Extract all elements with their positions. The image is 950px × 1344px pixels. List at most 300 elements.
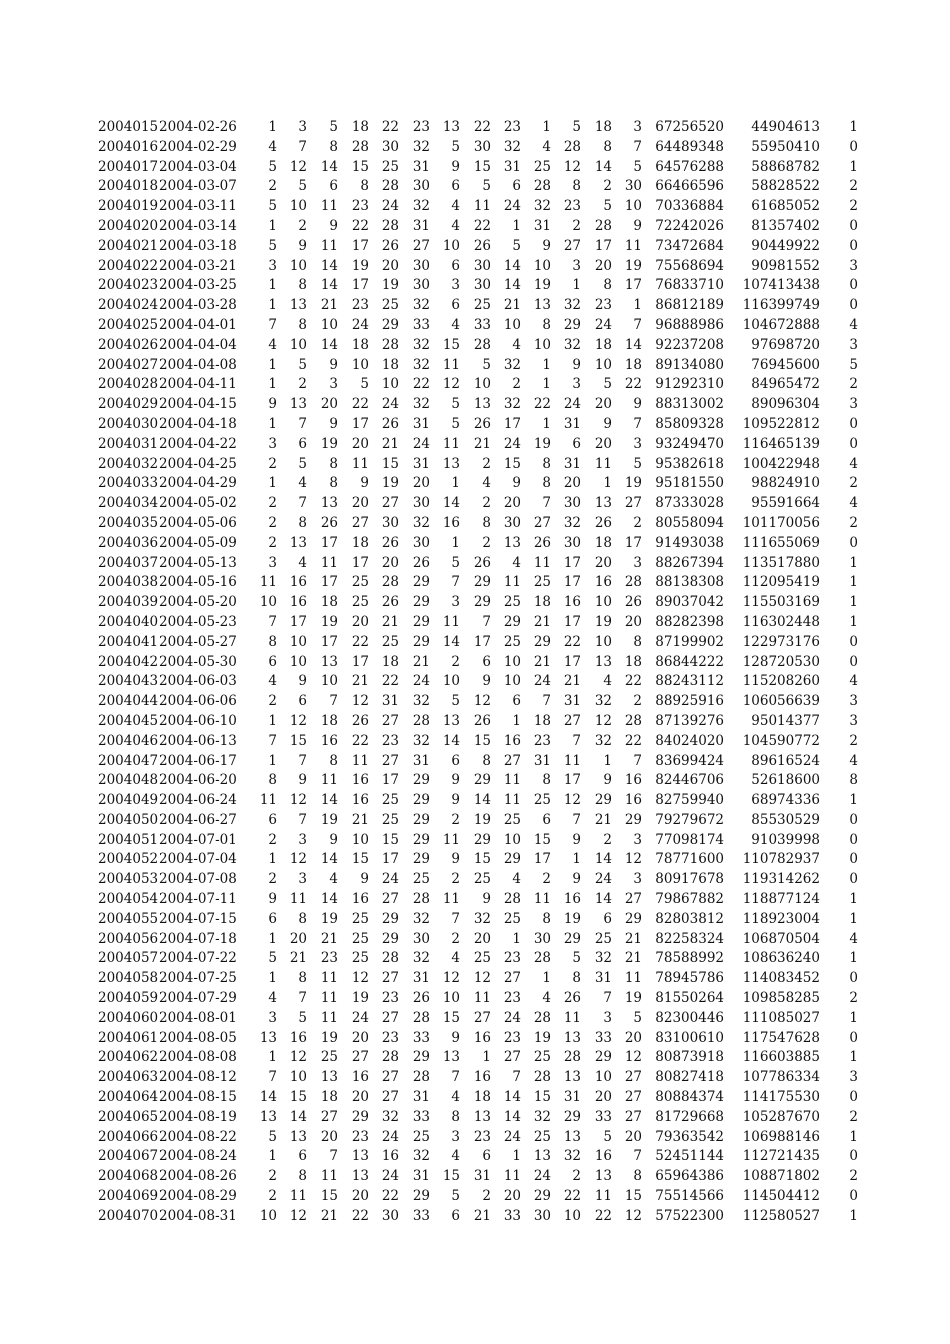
- winner-count: 1: [849, 119, 858, 135]
- number-cell: 8: [482, 514, 491, 531]
- number-cell: 12: [473, 693, 491, 710]
- sales-amount: 88267394: [655, 554, 724, 571]
- table-row: [0, 653, 950, 673]
- number-cell: 4: [451, 1089, 460, 1106]
- number-cell: 20: [351, 1188, 369, 1205]
- number-cell: 20: [503, 1188, 521, 1205]
- number-cell: 8: [542, 475, 551, 492]
- number-cell: 8: [329, 752, 338, 769]
- pool-amount: 122973176: [742, 633, 820, 650]
- issue-number: 2004037: [98, 554, 159, 571]
- number-cell: 15: [351, 851, 369, 868]
- number-cell: 20: [594, 1089, 612, 1106]
- number-cell: 27: [624, 1108, 642, 1125]
- number-cell: 11: [594, 1188, 612, 1205]
- number-cell: 7: [633, 1148, 642, 1165]
- number-cell: 25: [503, 910, 521, 927]
- number-cell: 27: [381, 891, 399, 908]
- number-cell: 9: [451, 772, 460, 789]
- draw-date: 2004-06-06: [159, 693, 237, 710]
- number-cell: 26: [381, 534, 399, 551]
- number-cell: 25: [533, 792, 551, 809]
- table-row: [0, 494, 950, 514]
- number-cell: 7: [298, 138, 307, 155]
- number-cell: 24: [412, 435, 430, 452]
- number-cell: 32: [563, 297, 581, 314]
- number-cell: 27: [624, 1069, 642, 1086]
- table-row: [0, 593, 950, 613]
- number-cell: 21: [533, 653, 551, 670]
- number-cell: 5: [482, 178, 491, 195]
- pool-amount: 113517880: [742, 554, 820, 571]
- number-cell: 17: [594, 237, 612, 254]
- number-cell: 27: [563, 712, 581, 729]
- number-cell: 21: [381, 613, 399, 630]
- number-cell: 19: [594, 613, 612, 630]
- number-cell: 6: [451, 752, 460, 769]
- sales-amount: 82258324: [655, 930, 724, 947]
- number-cell: 8: [329, 455, 338, 472]
- number-cell: 5: [603, 1128, 612, 1145]
- number-cell: 29: [473, 594, 491, 611]
- table-row: [0, 158, 950, 178]
- number-cell: 28: [381, 574, 399, 591]
- number-cell: 31: [412, 217, 430, 234]
- table-row: [0, 732, 950, 752]
- number-cell: 5: [512, 237, 521, 254]
- draw-date: 2004-04-25: [159, 455, 237, 472]
- issue-number: 2004016: [98, 138, 159, 155]
- winner-count: 3: [849, 1069, 858, 1086]
- number-cell: 6: [512, 178, 521, 195]
- number-cell: 18: [320, 1089, 338, 1106]
- draw-date: 2004-05-30: [159, 653, 237, 670]
- number-cell: 12: [563, 158, 581, 175]
- number-cell: 19: [473, 811, 491, 828]
- number-cell: 12: [563, 792, 581, 809]
- number-cell: 8: [298, 970, 307, 987]
- number-cell: 23: [381, 1029, 399, 1046]
- winner-count: 2: [849, 732, 858, 749]
- winner-count: 1: [849, 554, 858, 571]
- number-cell: 20: [351, 495, 369, 512]
- issue-number: 2004062: [98, 1049, 159, 1066]
- issue-number: 2004049: [98, 792, 159, 809]
- winner-count: 0: [849, 851, 858, 868]
- number-cell: 28: [412, 712, 430, 729]
- sales-amount: 66466596: [655, 178, 724, 195]
- number-cell: 29: [412, 633, 430, 650]
- table-row: [0, 1029, 950, 1049]
- table-row: [0, 752, 950, 772]
- number-cell: 31: [412, 158, 430, 175]
- pool-amount: 109522812: [742, 415, 820, 432]
- table-row: [0, 1207, 950, 1227]
- number-cell: 32: [594, 693, 612, 710]
- winner-count: 0: [849, 831, 858, 848]
- number-cell: 21: [624, 950, 642, 967]
- number-cell: 14: [320, 792, 338, 809]
- number-cell: 10: [473, 376, 491, 393]
- number-cell: 13: [473, 1108, 491, 1125]
- number-cell: 9: [451, 158, 460, 175]
- number-cell: 6: [482, 1148, 491, 1165]
- number-cell: 21: [289, 950, 307, 967]
- number-cell: 1: [268, 752, 277, 769]
- number-cell: 27: [503, 752, 521, 769]
- number-cell: 32: [563, 336, 581, 353]
- sales-amount: 65964386: [655, 1168, 724, 1185]
- number-cell: 26: [533, 534, 551, 551]
- number-cell: 27: [381, 1009, 399, 1026]
- number-cell: 10: [533, 257, 551, 274]
- issue-number: 2004039: [98, 594, 159, 611]
- number-cell: 3: [451, 594, 460, 611]
- number-cell: 1: [542, 970, 551, 987]
- winner-count: 0: [849, 811, 858, 828]
- number-cell: 1: [572, 851, 581, 868]
- number-cell: 17: [351, 653, 369, 670]
- number-cell: 25: [351, 594, 369, 611]
- pool-amount: 44904613: [751, 119, 820, 135]
- number-cell: 5: [268, 237, 277, 254]
- number-cell: 13: [594, 653, 612, 670]
- sales-amount: 82446706: [655, 772, 724, 789]
- pool-amount: 117547628: [742, 1029, 820, 1046]
- winner-count: 1: [849, 1009, 858, 1026]
- table-row: [0, 217, 950, 237]
- number-cell: 31: [412, 752, 430, 769]
- number-cell: 28: [381, 336, 399, 353]
- number-cell: 5: [603, 376, 612, 393]
- number-cell: 2: [482, 455, 491, 472]
- number-cell: 32: [412, 138, 430, 155]
- number-cell: 16: [624, 772, 642, 789]
- number-cell: 17: [381, 772, 399, 789]
- pool-amount: 84965472: [751, 376, 820, 393]
- number-cell: 24: [503, 198, 521, 215]
- number-cell: 17: [563, 653, 581, 670]
- number-cell: 21: [563, 673, 581, 690]
- number-cell: 3: [268, 1009, 277, 1026]
- number-cell: 8: [633, 633, 642, 650]
- number-cell: 14: [594, 891, 612, 908]
- number-cell: 27: [563, 237, 581, 254]
- number-cell: 21: [624, 930, 642, 947]
- sales-amount: 89037042: [655, 594, 724, 611]
- number-cell: 13: [320, 495, 338, 512]
- number-cell: 5: [482, 356, 491, 373]
- sales-amount: 87333028: [655, 495, 724, 512]
- number-cell: 26: [624, 594, 642, 611]
- number-cell: 28: [412, 1069, 430, 1086]
- number-cell: 13: [442, 119, 460, 135]
- number-cell: 17: [503, 415, 521, 432]
- table-row: [0, 791, 950, 811]
- number-cell: 30: [412, 495, 430, 512]
- pool-amount: 108871802: [742, 1168, 820, 1185]
- winner-count: 0: [849, 1089, 858, 1106]
- number-cell: 2: [268, 534, 277, 551]
- number-cell: 17: [563, 772, 581, 789]
- number-cell: 25: [473, 297, 491, 314]
- issue-number: 2004059: [98, 990, 159, 1007]
- draw-date: 2004-03-28: [159, 297, 237, 314]
- number-cell: 11: [473, 990, 491, 1007]
- number-cell: 25: [533, 574, 551, 591]
- number-cell: 25: [412, 871, 430, 888]
- number-cell: 17: [289, 613, 307, 630]
- number-cell: 18: [594, 119, 612, 135]
- issue-number: 2004066: [98, 1128, 159, 1145]
- number-cell: 15: [289, 1089, 307, 1106]
- number-cell: 11: [442, 356, 460, 373]
- issue-number: 2004064: [98, 1089, 159, 1106]
- number-cell: 18: [533, 594, 551, 611]
- number-cell: 25: [503, 633, 521, 650]
- table-row: [0, 870, 950, 890]
- pool-amount: 116465139: [742, 435, 820, 452]
- sales-amount: 80558094: [655, 514, 724, 531]
- number-cell: 19: [624, 990, 642, 1007]
- number-cell: 10: [594, 356, 612, 373]
- draw-date: 2004-07-08: [159, 871, 237, 888]
- number-cell: 21: [412, 653, 430, 670]
- number-cell: 7: [268, 732, 277, 749]
- number-cell: 31: [533, 752, 551, 769]
- issue-number: 2004050: [98, 811, 159, 828]
- number-cell: 5: [268, 158, 277, 175]
- number-cell: 8: [298, 277, 307, 294]
- number-cell: 25: [503, 811, 521, 828]
- number-cell: 8: [268, 633, 277, 650]
- number-cell: 15: [320, 1188, 338, 1205]
- number-cell: 30: [412, 277, 430, 294]
- draw-date: 2004-05-06: [159, 514, 237, 531]
- number-cell: 15: [442, 336, 460, 353]
- number-cell: 25: [381, 297, 399, 314]
- winner-count: 0: [849, 415, 858, 432]
- number-cell: 24: [563, 396, 581, 413]
- number-cell: 12: [442, 970, 460, 987]
- winner-count: 1: [849, 950, 858, 967]
- sales-amount: 96888986: [655, 316, 724, 333]
- number-cell: 9: [603, 415, 612, 432]
- issue-number: 2004024: [98, 297, 159, 314]
- number-cell: 29: [594, 792, 612, 809]
- number-cell: 12: [289, 1049, 307, 1066]
- table-row: [0, 276, 950, 296]
- pool-amount: 61685052: [751, 198, 820, 215]
- number-cell: 22: [563, 1188, 581, 1205]
- issue-number: 2004038: [98, 574, 159, 591]
- pool-amount: 111655069: [742, 534, 820, 551]
- issue-number: 2004028: [98, 376, 159, 393]
- number-cell: 1: [451, 534, 460, 551]
- number-cell: 5: [451, 396, 460, 413]
- pool-amount: 90449922: [751, 237, 820, 254]
- number-cell: 7: [633, 415, 642, 432]
- number-cell: 15: [533, 831, 551, 848]
- number-cell: 7: [633, 138, 642, 155]
- table-row: [0, 1167, 950, 1187]
- sales-amount: 88313002: [655, 396, 724, 413]
- table-row: [0, 1147, 950, 1167]
- winner-count: 0: [849, 237, 858, 254]
- pool-amount: 112095419: [742, 574, 820, 591]
- number-cell: 22: [563, 633, 581, 650]
- number-cell: 2: [603, 178, 612, 195]
- number-cell: 3: [572, 257, 581, 274]
- pool-amount: 108636240: [742, 950, 820, 967]
- sales-amount: 95382618: [655, 455, 724, 472]
- sales-amount: 83100610: [655, 1029, 724, 1046]
- issue-number: 2004055: [98, 910, 159, 927]
- winner-count: 5: [849, 356, 858, 373]
- table-row: [0, 672, 950, 692]
- number-cell: 7: [633, 752, 642, 769]
- number-cell: 27: [381, 1089, 399, 1106]
- number-cell: 1: [482, 1049, 491, 1066]
- number-cell: 32: [381, 1108, 399, 1125]
- number-cell: 32: [503, 396, 521, 413]
- number-cell: 20: [320, 396, 338, 413]
- number-cell: 14: [473, 792, 491, 809]
- number-cell: 1: [542, 376, 551, 393]
- number-cell: 10: [259, 594, 277, 611]
- number-cell: 24: [381, 871, 399, 888]
- number-cell: 4: [268, 990, 277, 1007]
- number-cell: 23: [503, 990, 521, 1007]
- winner-count: 4: [849, 316, 858, 333]
- number-cell: 29: [412, 574, 430, 591]
- number-cell: 6: [298, 1148, 307, 1165]
- number-cell: 15: [351, 158, 369, 175]
- number-cell: 7: [268, 1069, 277, 1086]
- number-cell: 29: [533, 633, 551, 650]
- sales-amount: 78945786: [655, 970, 724, 987]
- number-cell: 12: [624, 1207, 642, 1224]
- sales-amount: 86812189: [655, 297, 724, 314]
- sales-amount: 72242026: [655, 217, 724, 234]
- table-row: [0, 474, 950, 494]
- sales-amount: 79363542: [655, 1128, 724, 1145]
- number-cell: 9: [572, 356, 581, 373]
- number-cell: 23: [351, 1128, 369, 1145]
- number-cell: 30: [563, 534, 581, 551]
- number-cell: 24: [381, 198, 399, 215]
- pool-amount: 105287670: [742, 1108, 820, 1125]
- pool-amount: 106870504: [742, 930, 820, 947]
- number-cell: 1: [633, 297, 642, 314]
- issue-number: 2004070: [98, 1207, 159, 1224]
- number-cell: 29: [533, 1188, 551, 1205]
- number-cell: 1: [268, 475, 277, 492]
- issue-number: 2004027: [98, 356, 159, 373]
- number-cell: 12: [624, 851, 642, 868]
- number-cell: 11: [320, 990, 338, 1007]
- number-cell: 28: [503, 891, 521, 908]
- table-row: [0, 296, 950, 316]
- number-cell: 19: [351, 257, 369, 274]
- number-cell: 28: [412, 1009, 430, 1026]
- table-row: [0, 910, 950, 930]
- number-cell: 1: [268, 415, 277, 432]
- number-cell: 17: [563, 574, 581, 591]
- pool-amount: 89096304: [751, 396, 820, 413]
- number-cell: 6: [572, 435, 581, 452]
- table-row: [0, 811, 950, 831]
- winner-count: 4: [849, 495, 858, 512]
- number-cell: 26: [381, 237, 399, 254]
- number-cell: 4: [298, 554, 307, 571]
- sales-amount: 88925916: [655, 693, 724, 710]
- number-cell: 12: [594, 712, 612, 729]
- table-row: [0, 375, 950, 395]
- number-cell: 12: [289, 712, 307, 729]
- number-cell: 8: [542, 910, 551, 927]
- number-cell: 7: [451, 574, 460, 591]
- sales-amount: 93249470: [655, 435, 724, 452]
- number-cell: 1: [268, 356, 277, 373]
- number-cell: 11: [351, 752, 369, 769]
- number-cell: 32: [412, 910, 430, 927]
- number-cell: 13: [320, 1069, 338, 1086]
- draw-date: 2004-07-25: [159, 970, 237, 987]
- issue-number: 2004058: [98, 970, 159, 987]
- number-cell: 14: [320, 851, 338, 868]
- number-cell: 9: [329, 356, 338, 373]
- number-cell: 11: [442, 831, 460, 848]
- sales-amount: 80917678: [655, 871, 724, 888]
- number-cell: 11: [503, 792, 521, 809]
- pool-amount: 81357402: [751, 217, 820, 234]
- pool-amount: 55950410: [751, 138, 820, 155]
- number-cell: 24: [533, 1168, 551, 1185]
- draw-date: 2004-03-25: [159, 277, 237, 294]
- issue-number: 2004022: [98, 257, 159, 274]
- number-cell: 14: [320, 336, 338, 353]
- number-cell: 27: [381, 752, 399, 769]
- number-cell: 11: [289, 891, 307, 908]
- draw-date: 2004-08-12: [159, 1069, 237, 1086]
- number-cell: 32: [594, 732, 612, 749]
- number-cell: 25: [473, 871, 491, 888]
- draw-date: 2004-07-01: [159, 831, 237, 848]
- number-cell: 25: [533, 1049, 551, 1066]
- number-cell: 26: [473, 237, 491, 254]
- number-cell: 10: [563, 1207, 581, 1224]
- number-cell: 3: [572, 376, 581, 393]
- sales-amount: 85809328: [655, 415, 724, 432]
- winner-count: 2: [849, 198, 858, 215]
- number-cell: 9: [482, 891, 491, 908]
- table-row: [0, 1108, 950, 1128]
- number-cell: 17: [320, 574, 338, 591]
- number-cell: 14: [594, 851, 612, 868]
- number-cell: 2: [268, 514, 277, 531]
- number-cell: 13: [533, 297, 551, 314]
- number-cell: 3: [451, 277, 460, 294]
- number-cell: 3: [329, 376, 338, 393]
- number-cell: 10: [381, 376, 399, 393]
- number-cell: 11: [503, 772, 521, 789]
- number-cell: 10: [624, 198, 642, 215]
- number-cell: 27: [381, 1069, 399, 1086]
- number-cell: 3: [298, 871, 307, 888]
- draw-date: 2004-07-29: [159, 990, 237, 1007]
- number-cell: 7: [542, 495, 551, 512]
